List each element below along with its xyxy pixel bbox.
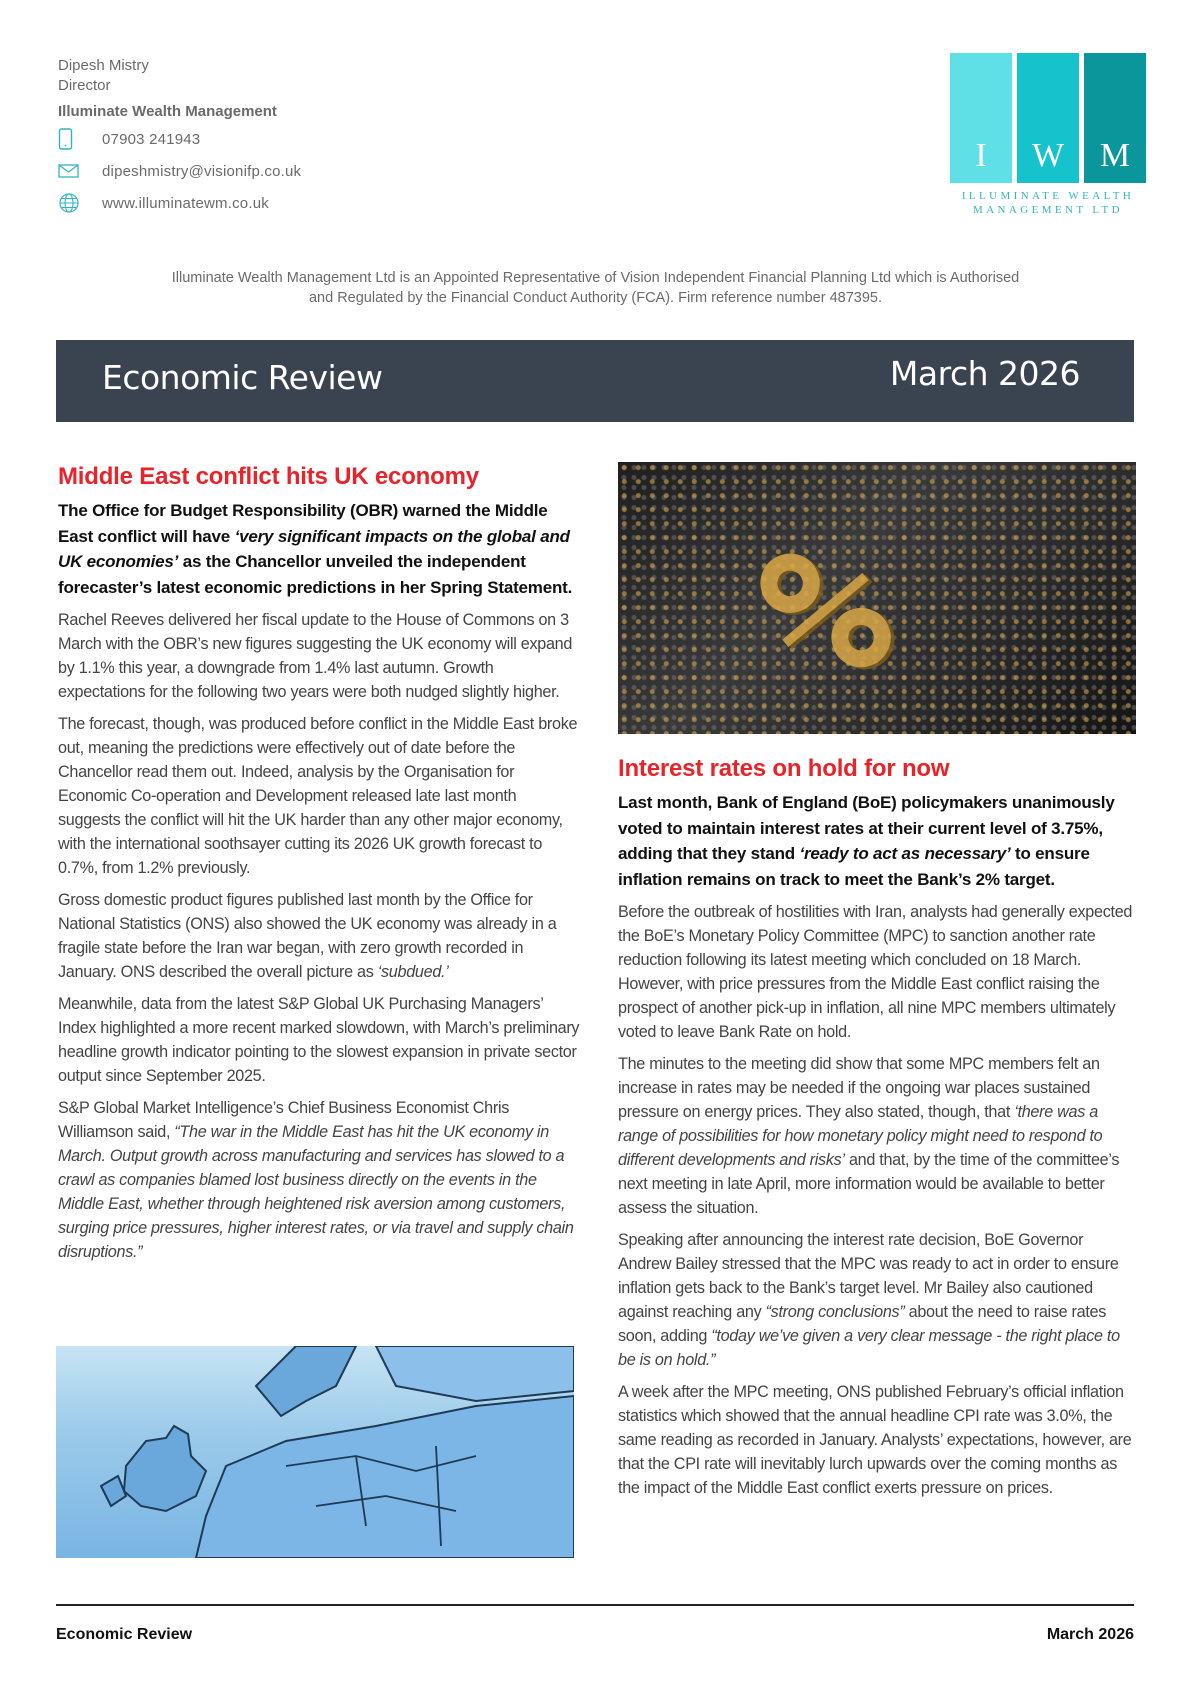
logo-letter: W xyxy=(1031,137,1065,174)
article-lead xyxy=(618,790,1136,892)
paragraph xyxy=(618,1052,1136,1220)
paragraph-quote: “strong conclusions” xyxy=(765,1303,905,1321)
disclaimer-line: Illuminate Wealth Management Ltd is an Appointed Representative of Vision Independent Financial Planning Ltd which is Authorised xyxy=(171,270,1020,286)
globe-icon xyxy=(58,191,102,215)
page-title: Economic Review xyxy=(102,358,383,397)
paragraph-text: S&P Global Market Intelligence’s Chief Business Economist Chris Williamson said, xyxy=(58,1099,510,1141)
paragraph: The forecast, though, was produced before conflict in the Middle East broke out, meaning the predictions were effectively out of date before the Chancellor read them out. Indeed, analysis by the Organisation for Economic Co-operation and Development released late last month suggests the conflict will hit the UK harder than any other major economy, with the international soothsayer cutting its 2026 UK growth forecast to 0.7%, from 1.2% previously. xyxy=(58,715,578,877)
paragraph xyxy=(58,1096,580,1264)
paragraph-text: about the need to raise rates soon, adding xyxy=(618,1303,1107,1345)
percent-glyph: % xyxy=(736,490,908,734)
logo-text-line1: ILLUMINATE WEALTH xyxy=(961,190,1135,202)
contact-role: Director xyxy=(58,77,111,94)
title-banner xyxy=(56,340,1134,422)
logo-bars xyxy=(950,53,1146,183)
logo-bar-m xyxy=(1084,53,1146,183)
article-interest-rates xyxy=(618,462,1136,1500)
logo-text-line2: MANAGEMENT LTD xyxy=(973,204,1123,216)
phone-icon xyxy=(58,127,102,151)
paragraph-text: Speaking after announcing the interest rate decision, BoE Governor Andrew Bailey stressed that the MPC was ready to act in order to ensure inflation gets back to the Bank’s target level. Mr Bailey also cautioned against reaching any xyxy=(618,1231,1119,1321)
lead-quote: ‘ready to act as necessary’ xyxy=(799,844,1011,863)
contact-phone-row xyxy=(58,124,478,154)
paragraph-text: The minutes to the meeting did show that some MPC members felt an increase in rates may be needed if the ongoing war places sustained pressure on energy prices. They also stated, though, that xyxy=(618,1055,1100,1121)
contact-email-row xyxy=(58,156,478,186)
contact-name: Dipesh Mistry xyxy=(58,57,149,74)
paragraph-text: and that, by the time of the committee’s next meeting in late April, more information would be available to better assess the situation. xyxy=(618,1151,1120,1217)
lead-text: to ensure inflation remains on track to meet the Bank’s 2% target. xyxy=(618,844,1090,889)
issue-date: March 2026 xyxy=(889,354,1080,393)
article-heading: Interest rates on hold for now xyxy=(618,755,950,782)
envelope-icon xyxy=(58,159,102,183)
paragraph-quote: ‘there was a range of possibilities for how monetary policy might need to respond to different developments and risks’ xyxy=(618,1103,1103,1169)
logo-letter: M xyxy=(1099,137,1131,174)
lead-quote: ‘very significant impacts on the global and UK economies’ xyxy=(58,526,570,571)
regulatory-disclaimer xyxy=(58,268,1133,308)
lead-text: The Office for Budget Responsibility (OBR) warned the Middle East conflict will have xyxy=(58,501,548,546)
lead-text: as the Chancellor unveiled the independent forecaster’s latest economic predictions in her Spring Statement. xyxy=(58,552,573,597)
paragraph-text: Gross domestic product figures published last month by the Office for National Statistics (ONS) also showed the UK economy was already in a fragile state before the Iran war began, with zero growth recorded in January. ONS described the overall picture as xyxy=(58,891,557,981)
logo-bar-w xyxy=(1017,53,1079,183)
logo-letter: I xyxy=(975,137,987,174)
europe-map-image xyxy=(56,1346,574,1558)
paragraph: A week after the MPC meeting, ONS published February’s official inflation statistics which showed that the annual headline CPI rate was 3.0%, the same reading as recorded in January. Analysts’ expectations, however, are that the CPI rate will inevitably lurch upwards over the coming months as the impact of the Middle East conflict exerts pressure on prices. xyxy=(618,1383,1132,1497)
contact-phone[interactable]: 07903 241943 xyxy=(102,130,201,148)
paragraph: Before the outbreak of hostilities with Iran, analysts had generally expected the BoE’s Monetary Policy Committee (MPC) to sanction another rate reduction following its latest meeting which concluded on 18 March. However, with price pressures from the Middle East conflict raising the prospect of another pick-up in inflation, all nine MPC members ultimately voted to leave Bank Rate on hold. xyxy=(618,903,1133,1041)
paragraph xyxy=(618,1228,1136,1372)
footer-date: March 2026 xyxy=(1046,1626,1134,1643)
paragraph-quote: “The war in the Middle East has hit the UK economy in March. Output growth across manufacturing and services has slowed to a crawl as companies blamed lost business directly on the events in the Middle East, whether through heightened risk aversion among customers, surging price pressures, higher interest rates, or via travel and supply chain disruptions.” xyxy=(58,1123,574,1261)
lead-text: Last month, Bank of England (BoE) policymakers unanimously voted to maintain interest rates at their current level of 3.75%, adding that they stand xyxy=(618,793,1115,863)
logo-bar-i xyxy=(950,53,1012,183)
footer-title: Economic Review xyxy=(56,1626,193,1643)
disclaimer-line: and Regulated by the Financial Conduct Authority (FCA). Firm reference number 487395. xyxy=(308,290,883,306)
article-heading: Middle East conflict hits UK economy xyxy=(58,463,479,490)
company-logo xyxy=(950,53,1146,221)
article-lead xyxy=(58,498,580,600)
contact-block xyxy=(58,56,478,218)
contact-company: Illuminate Wealth Management xyxy=(58,103,277,120)
paragraph: Meanwhile, data from the latest S&P Global UK Purchasing Managers’ Index highlighted a more recent marked slowdown, with March’s preliminary headline growth indicator pointing to the slowest expansion in private sector output since September 2025. xyxy=(58,995,580,1085)
paragraph-quote: ‘subdued.’ xyxy=(377,963,449,981)
contact-email[interactable]: dipeshmistry@visionifp.co.uk xyxy=(102,162,302,180)
digital-percent-image xyxy=(618,462,1136,734)
paragraph-quote: “today we’ve given a very clear message - the right place to be is on hold.” xyxy=(618,1327,1120,1369)
article-middle-east xyxy=(58,462,580,1264)
paragraph xyxy=(58,888,580,984)
contact-website-row xyxy=(58,188,478,218)
paragraph: Rachel Reeves delivered her fiscal update to the House of Commons on 3 March with the OBR’s new figures suggesting the UK economy will expand by 1.1% this year, a downgrade from 1.4% last autumn. Growth expectations for the following two years were both nudged slightly higher. xyxy=(58,611,573,701)
contact-website[interactable]: www.illuminatewm.co.uk xyxy=(102,194,269,212)
footer-divider xyxy=(56,1604,1134,1606)
